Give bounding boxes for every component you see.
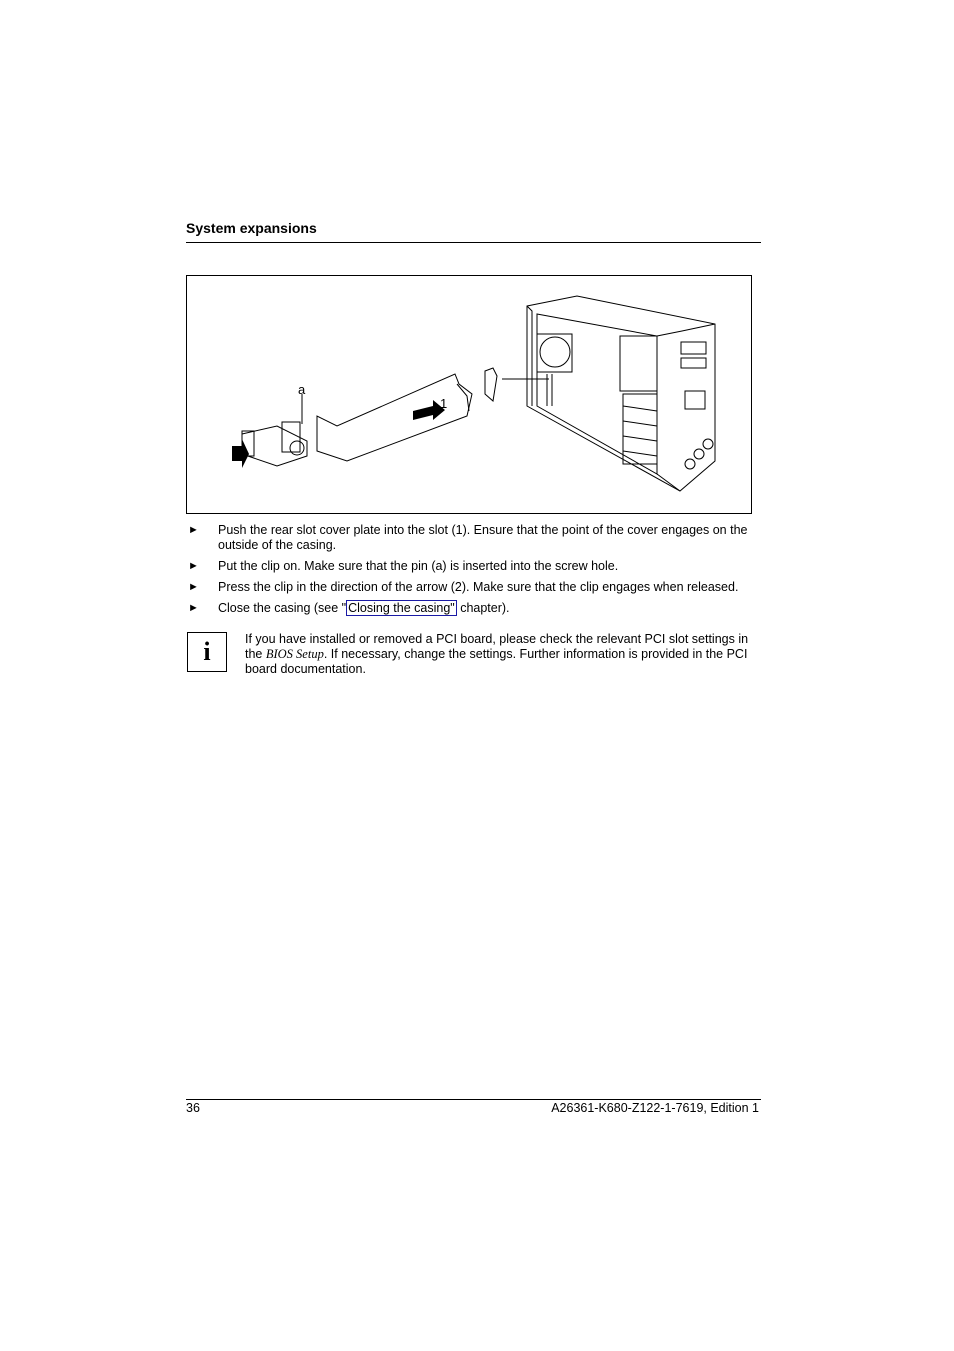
installation-illustration	[187, 276, 751, 513]
info-icon-letter: i	[203, 637, 211, 666]
info-note	[245, 632, 760, 677]
step-text: Push the rear slot cover plate into the slot (1). Ensure that the point of the cover engages on the outside of the casing.	[218, 523, 748, 552]
instruction-list	[186, 523, 761, 622]
bullet-arrow-icon: ►	[188, 560, 199, 572]
bullet-arrow-icon: ►	[188, 524, 199, 536]
step-text: Press the clip in the direction of the arrow (2). Make sure that the clip engages when released.	[218, 580, 739, 594]
bullet-arrow-icon: ►	[188, 602, 199, 614]
installation-figure	[186, 275, 752, 514]
step-text-before: Close the casing (see "	[218, 601, 347, 615]
bullet-arrow-icon: ►	[188, 581, 199, 593]
figure-label-a: a	[298, 382, 306, 397]
list-item	[186, 601, 761, 616]
closing-casing-link[interactable]: Closing the casing"	[348, 601, 455, 615]
info-text-before: If you have installed or removed a PCI board, please check the relevant PCI slot settings in the	[245, 632, 749, 661]
figure-label-2: 2	[237, 448, 245, 463]
figure-label-1: 1	[440, 396, 448, 411]
step-text-after: chapter).	[456, 601, 510, 615]
list-item	[186, 559, 761, 574]
list-item	[186, 523, 761, 553]
info-emphasis: BIOS Setup	[265, 647, 324, 661]
header-rule	[186, 242, 761, 243]
page-number: 36	[186, 1101, 200, 1115]
list-item	[186, 580, 761, 595]
document-id: A26361-K680-Z122-1-7619, Edition 1	[551, 1101, 759, 1115]
info-icon	[187, 632, 227, 672]
step-text: Put the clip on. Make sure that the pin (a) is inserted into the screw hole.	[218, 559, 619, 573]
section-title: System expansions	[186, 220, 317, 236]
footer-rule	[186, 1099, 761, 1100]
info-text-after: . If necessary, change the settings. Further information is provided in the PCI board documentation.	[245, 647, 748, 676]
